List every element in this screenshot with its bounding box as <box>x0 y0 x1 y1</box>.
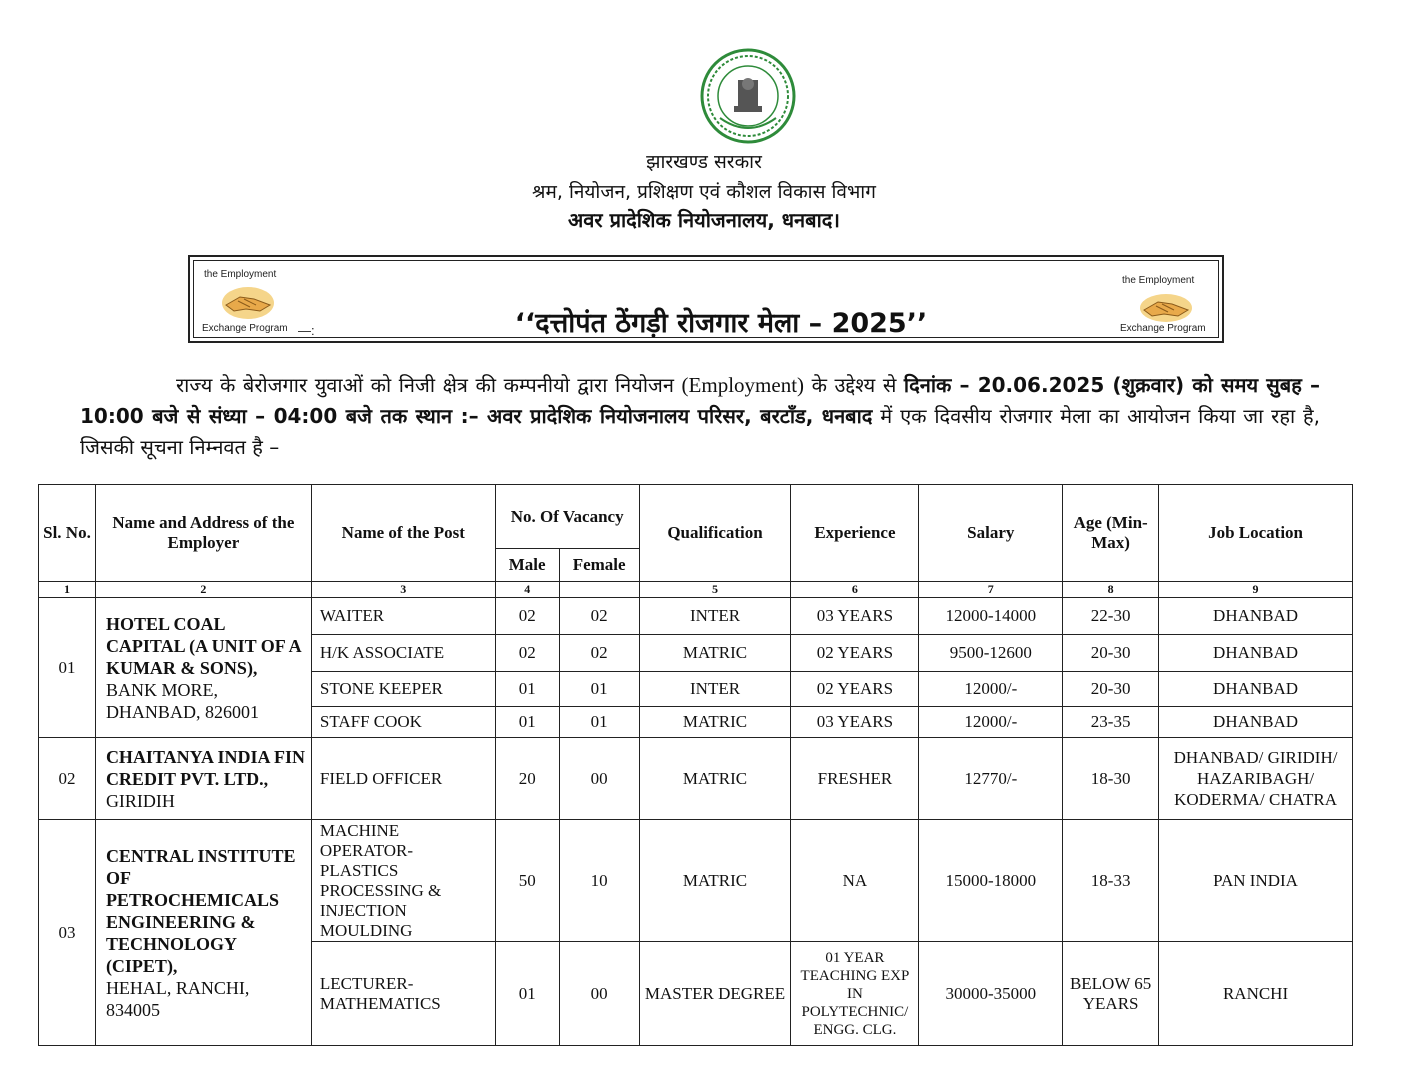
header-location: Job Location <box>1159 485 1353 582</box>
male-vacancy: 01 <box>495 672 559 707</box>
salary: 12000/- <box>919 672 1063 707</box>
col-number: 9 <box>1159 582 1353 598</box>
sl-no: 01 <box>39 598 96 738</box>
qualification: MATRIC <box>639 707 791 738</box>
female-vacancy: 00 <box>559 738 639 820</box>
experience: 01 YEAR TEACHING EXP IN POLYTECHNIC/ ENGG. CLG. <box>791 942 919 1046</box>
salary: 9500-12600 <box>919 635 1063 672</box>
table-row <box>39 598 1353 635</box>
intro-text-2: के उद्देश्य से <box>804 373 904 397</box>
age: 18-30 <box>1063 738 1159 820</box>
qualification: INTER <box>639 598 791 635</box>
employer-cell <box>95 598 311 738</box>
job-location: DHANBAD <box>1159 672 1353 707</box>
female-vacancy: 02 <box>559 635 639 672</box>
event-date-venue: दिनांक – 20.06.2025 (शुक्रवार) को समय सुबह – 10:00 बजे से संध्या – 04:00 बजे तक स्थान :– अवर प्रादेशिक नियोजनालय परिसर, बरटाँड, धनबाद <box>80 373 1320 428</box>
age: BELOW 65 YEARS <box>1063 942 1159 1046</box>
qualification: MASTER DEGREE <box>639 942 791 1046</box>
jharkhand-government-seal <box>698 48 798 144</box>
post-name: WAITER <box>311 598 495 635</box>
col-number: 2 <box>95 582 311 598</box>
male-vacancy: 02 <box>495 635 559 672</box>
employer-name: CENTRAL INSTITUTE OF PETROCHEMICALS ENGINEERING & TECHNOLOGY (CIPET), <box>105 845 296 976</box>
female-vacancy: 02 <box>559 598 639 635</box>
salary: 12770/- <box>919 738 1063 820</box>
header-employer: Name and Address of the Employer <box>95 485 311 582</box>
post-name: MACHINE OPERATOR-PLASTICS PROCESSING & INJECTION MOULDING <box>311 820 495 942</box>
salary: 12000-14000 <box>919 598 1063 635</box>
post-name: FIELD OFFICER <box>311 738 495 820</box>
header-post: Name of the Post <box>311 485 495 582</box>
experience: FRESHER <box>791 738 919 820</box>
age: 23-35 <box>1063 707 1159 738</box>
male-vacancy: 20 <box>495 738 559 820</box>
salary: 15000-18000 <box>919 820 1063 942</box>
logo-bottom-text: Exchange Program <box>202 323 288 334</box>
col-number <box>559 582 639 598</box>
col-number: 7 <box>919 582 1063 598</box>
salary: 30000-35000 <box>919 942 1063 1046</box>
header-female: Female <box>559 549 639 582</box>
col-number: 1 <box>39 582 96 598</box>
experience: NA <box>791 820 919 942</box>
col-number: 4 <box>495 582 559 598</box>
employer-address: BANK MORE, DHANBAD, 826001 <box>105 679 259 722</box>
post-name: STAFF COOK <box>311 707 495 738</box>
intro-text-en: (Employment) <box>681 373 805 397</box>
age: 20-30 <box>1063 635 1159 672</box>
header-age: Age (Min-Max) <box>1063 485 1159 582</box>
male-vacancy: 01 <box>495 707 559 738</box>
job-location: DHANBAD <box>1159 707 1353 738</box>
handshake-icon <box>1138 291 1194 325</box>
age: 18-33 <box>1063 820 1159 942</box>
header-vacancy: No. Of Vacancy <box>495 485 639 549</box>
job-location: DHANBAD <box>1159 635 1353 672</box>
job-location: DHANBAD/ GIRIDIH/ HAZARIBAGH/ KODERMA/ CHATRA <box>1159 738 1353 820</box>
header-experience: Experience <box>791 485 919 582</box>
intro-text-1: राज्य के बेरोजगार युवाओं को निजी क्षेत्र की कम्पनीयो द्वारा नियोजन <box>176 373 682 397</box>
header-male: Male <box>495 549 559 582</box>
qualification: MATRIC <box>639 635 791 672</box>
table-row <box>39 820 1353 942</box>
female-vacancy: 00 <box>559 942 639 1046</box>
department-name: श्रम, नियोजन, प्रशिक्षण एवं कौशल विकास विभाग <box>532 181 876 203</box>
employment-exchange-logo-right <box>1112 267 1212 339</box>
office-name: अवर प्रादेशिक नियोजनालय, धनबाद। <box>568 208 840 232</box>
col-number: 5 <box>639 582 791 598</box>
logo-bottom-text: Exchange Program <box>1120 323 1206 334</box>
job-location: DHANBAD <box>1159 598 1353 635</box>
vacancy-table <box>38 484 1353 1046</box>
logo-top-text: the Employment <box>1122 275 1195 286</box>
male-vacancy: 02 <box>495 598 559 635</box>
employer-cell <box>95 738 311 820</box>
post-name: STONE KEEPER <box>311 672 495 707</box>
employer-address: HEHAL, RANCHI, 834005 <box>105 977 250 1020</box>
experience: 02 YEARS <box>791 672 919 707</box>
header-qualification: Qualification <box>639 485 791 582</box>
female-vacancy: 10 <box>559 820 639 942</box>
header-sl-no: Sl. No. <box>39 485 96 582</box>
logo-top-text: the Employment <box>204 269 277 280</box>
age: 20-30 <box>1063 672 1159 707</box>
female-vacancy: 01 <box>559 672 639 707</box>
experience: 03 YEARS <box>791 598 919 635</box>
event-banner <box>188 255 1224 343</box>
employer-name: HOTEL COAL CAPITAL (A UNIT OF A KUMAR & SONS), <box>105 613 301 678</box>
age: 22-30 <box>1063 598 1159 635</box>
female-vacancy: 01 <box>559 707 639 738</box>
post-name: LECTURER-MATHEMATICS <box>311 942 495 1046</box>
post-name: H/K ASSOCIATE <box>311 635 495 672</box>
intro-paragraph <box>80 370 1320 463</box>
banner-separator: —: <box>298 323 315 338</box>
experience: 02 YEARS <box>791 635 919 672</box>
sl-no: 03 <box>39 820 96 1046</box>
government-name: झारखण्ड सरकार <box>646 151 762 173</box>
employer-address: GIRIDIH <box>105 790 175 811</box>
male-vacancy: 50 <box>495 820 559 942</box>
col-number: 8 <box>1063 582 1159 598</box>
event-title: ‘‘दत्तोपंत ठेंगड़ी रोजगार मेला – 2025’’ <box>514 308 928 339</box>
job-location: RANCHI <box>1159 942 1353 1046</box>
qualification: MATRIC <box>639 820 791 942</box>
table-row <box>39 738 1353 820</box>
employer-cell <box>95 820 311 1046</box>
col-number: 3 <box>311 582 495 598</box>
col-number: 6 <box>791 582 919 598</box>
experience: 03 YEARS <box>791 707 919 738</box>
employer-name: CHAITANYA INDIA FIN CREDIT PVT. LTD., <box>105 746 305 789</box>
qualification: MATRIC <box>639 738 791 820</box>
qualification: INTER <box>639 672 791 707</box>
salary: 12000/- <box>919 707 1063 738</box>
header-salary: Salary <box>919 485 1063 582</box>
intro-text-3: में एक दिवसीय रोजगार मेला का आयोजन किया जा रहा है, जिसकी सूचना निम्नवत है – <box>80 404 1320 459</box>
job-location: PAN INDIA <box>1159 820 1353 942</box>
male-vacancy: 01 <box>495 942 559 1046</box>
sl-no: 02 <box>39 738 96 820</box>
